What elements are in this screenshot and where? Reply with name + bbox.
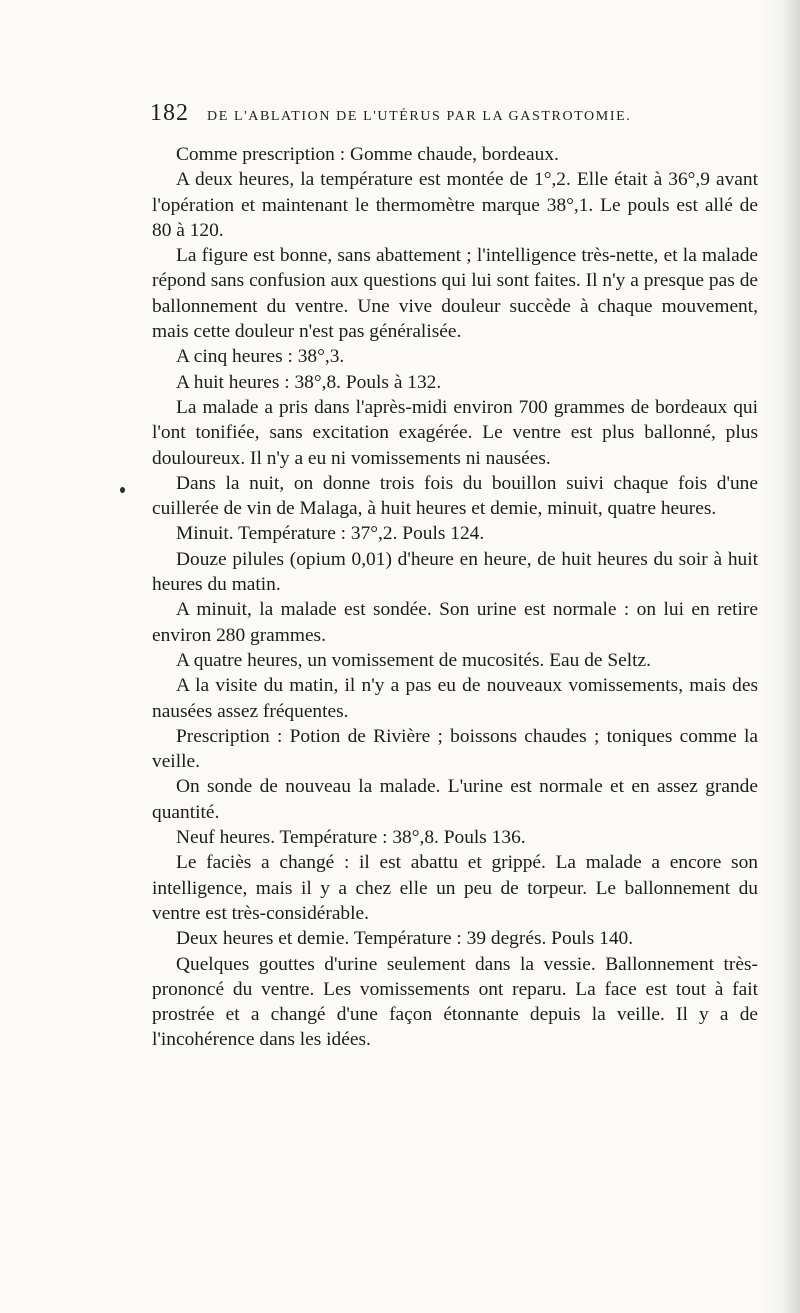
paragraph: La malade a pris dans l'après-midi environ 700 grammes de bordeaux qui l'ont tonifiée, sans excitation exagérée. Le ventre est plus ballonné, plus douloureux. Il n'y a eu ni vomissements ni nausées. [152,396,758,469]
page-body [152,142,758,1053]
paragraph: A deux heures, la température est montée de 1°,2. Elle était à 36°,9 avant l'opération et maintenant le thermomètre marque 38°,1. Le pouls est allé de 80 à 120. [152,169,758,241]
paragraph: Deux heures et demie. Température : 39 degrés. Pouls 140. [176,928,634,950]
paragraph: A la visite du matin, il n'y a pas eu de nouveaux vomissements, mais des nausées assez fréquentes. [152,675,758,722]
paragraph: Dans la nuit, on donne trois fois du bouillon suivi chaque fois d'une cuillerée de vin de Malaga, à huit heures et demie, minuit, quatre heures. [152,472,758,520]
running-title: DE L'ABLATION DE L'UTÉRUS PAR LA GASTROTOMIE. [207,109,632,124]
page-edge-shadow [760,0,800,1313]
margin-ink-dot [120,487,125,493]
paragraph: Prescription : Potion de Rivière ; boissons chaudes ; toniques comme la veille. [152,725,758,773]
paragraph: A minuit, la malade est sondée. Son urine est normale : on lui en retire environ 280 grammes. [152,599,758,646]
paragraph: Le faciès a changé : il est abattu et grippé. La malade a encore son intelligence, mais il y a chez elle un peu de torpeur. Le ballonnement du ventre est très-considérable. [152,852,758,924]
paragraph: Quelques gouttes d'urine seulement dans la vessie. Ballonnement très-prononcé du ventre. Les vomissements ont reparu. La face est tout à fait prostrée et a changé d'une façon étonnante depuis la veille. Il y a de l'incohérence dans les idées. [152,953,758,1051]
paragraph: Neuf heures. Température : 38°,8. Pouls 136. [176,827,526,849]
paragraph: Comme prescription : Gomme chaude, bordeaux. [176,144,559,165]
paragraph: A huit heures : 38°,8. Pouls à 132. [176,371,442,393]
page-number: 182 [150,100,189,126]
paragraph: La figure est bonne, sans abattement ; l'intelligence très-nette, et la malade répond sans confusion aux questions qui lui sont faites. Il n'y a presque pas de ballonnement du ventre. Une vive douleur succède à chaque mouvement, mais cette douleur n'est pas généralisée. [152,245,758,343]
page-header [150,100,750,134]
paragraph: Douze pilules (opium 0,01) d'heure en heure, de huit heures du soir à huit heures du matin. [152,548,758,596]
paragraph: On sonde de nouveau la malade. L'urine est normale et en assez grande quantité. [152,776,758,823]
paragraph: A quatre heures, un vomissement de mucosités. Eau de Seltz. [176,649,651,671]
paragraph: A cinq heures : 38°,3. [176,346,345,368]
paragraph: Minuit. Température : 37°,2. Pouls 124. [176,523,485,545]
